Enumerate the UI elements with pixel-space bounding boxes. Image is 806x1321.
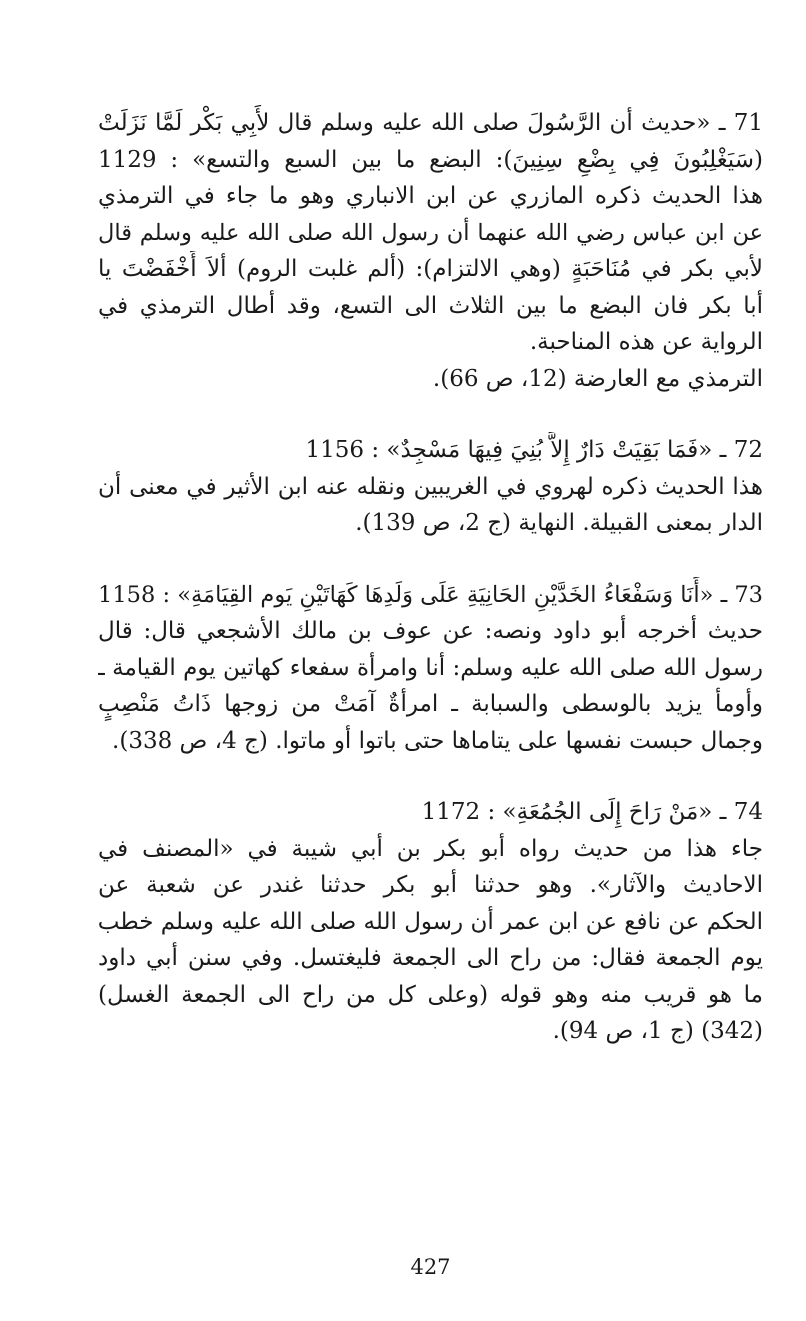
entry-74 — [98, 794, 763, 1050]
book-page — [98, 105, 763, 1279]
text-line: الاحاديث والآثار». وهو حدثنا أبو بكر حدثنا غندر عن شعبة عن — [98, 872, 763, 898]
text-line: الحكم عن نافع عن ابن عمر أن رسول الله صلى الله عليه وسلم خطب — [98, 908, 763, 935]
text-line: هذا الحديث ذكره لهروي في الغريبين ونقله عنه ابن الأثير في معنى أن — [98, 473, 763, 500]
entry-71 — [98, 105, 763, 397]
entry-heading: 73 ـ «أَنَا وَسَفْعَاءُ الخَدَّيْنِ الحَانِيَةِ عَلَى وَلَدِهَا كَهَاتَيْنِ يَوم القِيَامَةِ» : 1158 — [98, 581, 763, 608]
text-line: رسول الله صلى الله عليه وسلم: أنا وامرأة سفعاء كهاتين يوم القيامة ـ — [98, 654, 763, 681]
text-line: لأبي بكر في مُنَاحَبَةٍ (وهي الالتزام): (ألم غلبت الروم) ألاَ أَخْفَضْتَ يا — [98, 256, 763, 282]
text-line: أبا بكر فان البضع ما بين الثلاث الى التسع، وقد أطال الترمذي في — [98, 292, 763, 319]
citation-line: (342) (ج 1، ص 94). — [552, 1018, 763, 1044]
citation-line: وجمال حبست نفسها على يتاماها حتى باتوا أو ماتوا. (ج 4، ص 338). — [112, 727, 763, 754]
citation-line: الترمذي مع العارضة (12، ص 66). — [432, 365, 763, 392]
text-line: وأومأ يزيد بالوسطى والسبابة ـ امرأةٌ آمَتْ من زوجها ذَاتُ مَنْصِبٍ — [98, 691, 763, 717]
citation-line: الدار بمعنى القبيلة. النهاية (ج 2، ص 139). — [355, 510, 763, 536]
text-line: الرواية عن هذه المناحبة. — [529, 329, 763, 355]
text-line: (سَيَغْلِبُونَ فِي بِضْعِ سِنِينَ): البضع ما بين السبع والتسع» : 1129 — [98, 146, 763, 173]
text-line: هذا الحديث ذكره المازري عن ابن الانباري وهو ما جاء في الترمذي — [98, 183, 763, 209]
text-line: جاء هذا من حديث رواه أبو بكر بن أبي شيبة في «المصنف في — [98, 835, 763, 862]
entry-heading: 74 ـ «مَنْ رَاحَ إِلَى الجُمُعَةِ» : 1172 — [421, 799, 763, 825]
entry-heading: 72 ـ «فَمَا بَقِيَتْ دَارٌ إِلاَّ بُنِيَ فِيهَا مَسْجِدٌ» : 1156 — [305, 437, 763, 463]
page-number: 427 — [410, 1255, 451, 1279]
text-line: يوم الجمعة فقال: من راح الى الجمعة فليغتسل. وفي سنن أبي داود — [98, 945, 763, 971]
text-line: ما هو قريب منه وهو قوله (وعلى كل من راح الى الجمعة الغسل) — [98, 981, 763, 1008]
text-line: عن ابن عباس رضي الله عنهما أن رسول الله صلى الله عليه وسلم قال — [98, 219, 763, 246]
entry-72 — [98, 432, 763, 542]
entry-73 — [98, 577, 763, 760]
text-line: حديث أخرجه أبو داود ونصه: عن عوف بن مالك الأشجعي قال: قال — [98, 618, 763, 644]
text-line: 71 ـ «حديث أن الرَّسُولَ صلى الله عليه وسلم قال لأَبِي بَكْر لَمَّا نَزَلَتْ — [98, 110, 763, 136]
